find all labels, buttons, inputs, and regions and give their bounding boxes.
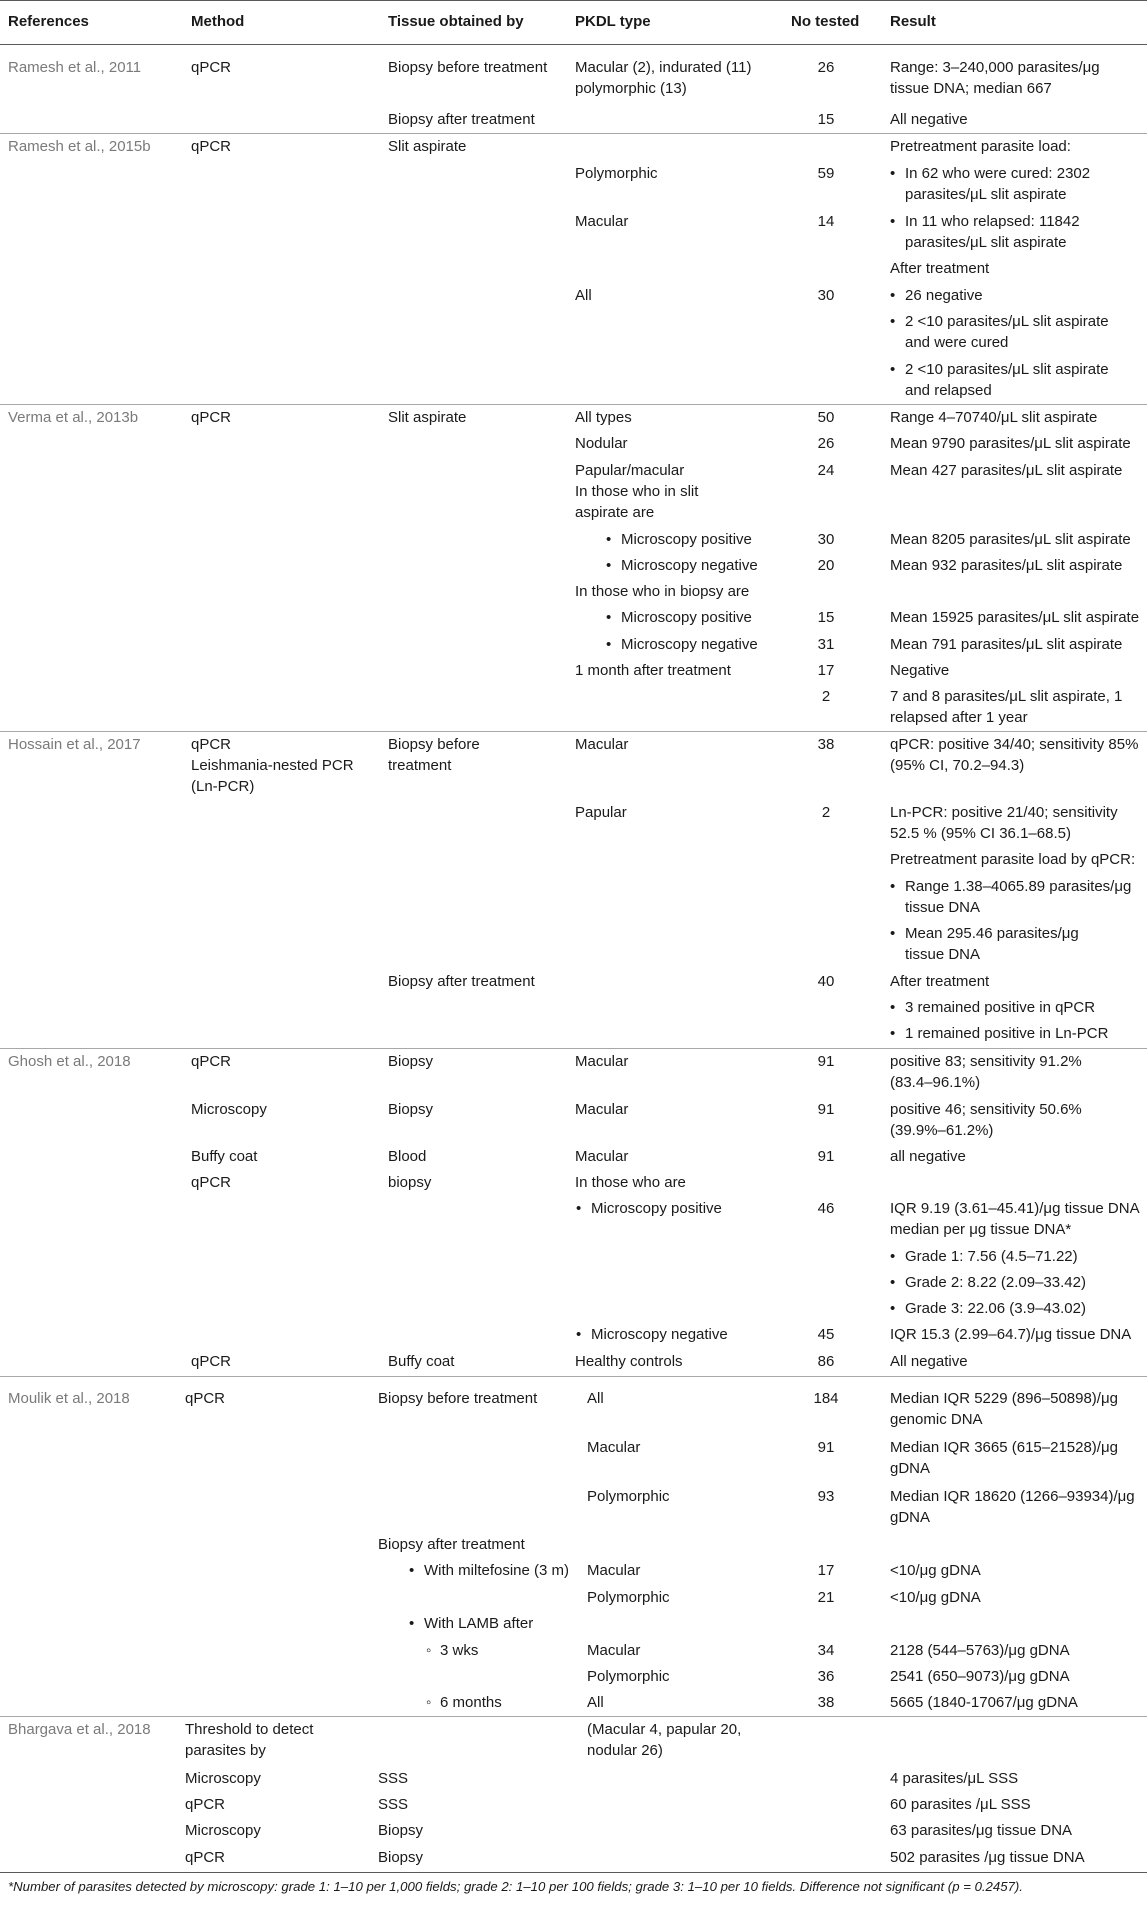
result-cell: • Range 1.38–4065.89 parasites/μg (905, 876, 1131, 898)
tissue-cell: Biopsy before treatment (378, 1390, 538, 1407)
result-cell: median per μg tissue DNA* (890, 1221, 1072, 1238)
result-cell: • Grade 2: 8.22 (2.09–33.42) (905, 1272, 1086, 1294)
result-cell: Mean 791 parasites/μL slit aspirate (890, 636, 1123, 653)
result-cell: • In 11 who relapsed: 11842 (905, 211, 1080, 233)
pkdl-cell: Healthy controls (575, 1353, 683, 1370)
method-cell: parasites by (185, 1742, 266, 1759)
pkdl-cell: Polymorphic (575, 165, 658, 182)
tissue-cell: Biopsy after treatment (388, 111, 535, 128)
bottom-rule (0, 1872, 1147, 1873)
result-cell: Mean 427 parasites/μL slit aspirate (890, 462, 1123, 479)
result-cell: 4 parasites/μL SSS (890, 1770, 1019, 1787)
method-cell: Leishmania-nested PCR (191, 757, 354, 774)
result-cell: gDNA (890, 1509, 931, 1526)
method-cell: Buffy coat (191, 1148, 258, 1165)
reference-cell: Ramesh et al., 2015b (8, 138, 151, 155)
pkdl-cell: polymorphic (13) (575, 80, 687, 97)
method-cell: Threshold to detect (185, 1721, 314, 1738)
result-cell: • 1 remained positive in Ln-PCR (905, 1023, 1108, 1045)
result-cell: IQR 15.3 (2.99–64.7)/μg tissue DNA (890, 1326, 1132, 1343)
reference-cell: Verma et al., 2013b (8, 409, 139, 426)
pkdl-cell: In those who are (575, 1174, 686, 1191)
group-divider (0, 1048, 1147, 1049)
pkdl-cell: • Microscopy negative (621, 634, 758, 656)
pkdl-cell: • Microscopy positive (591, 1198, 722, 1220)
result-cell: positive 83; sensitivity 91.2% (890, 1053, 1082, 1070)
method-cell: Microscopy (185, 1770, 261, 1787)
pkdl-cell: Macular (587, 1439, 641, 1456)
tissue-cell: Biopsy (388, 1101, 434, 1118)
result-cell: genomic DNA (890, 1411, 983, 1428)
method-cell: qPCR (185, 1796, 226, 1813)
result-cell: tissue DNA (905, 946, 981, 963)
count-cell: 50 (817, 409, 835, 426)
tissue-cell: Biopsy after treatment (378, 1536, 525, 1553)
result-cell: • Mean 295.46 parasites/μg (905, 923, 1079, 945)
tissue-cell: SSS (378, 1796, 409, 1813)
count-cell: 38 (817, 1694, 835, 1711)
count-cell: 30 (817, 287, 835, 304)
pkdl-cell: Papular/macular (575, 462, 685, 479)
header-tissue: Tissue obtained by (388, 13, 524, 30)
count-cell: 91 (817, 1053, 835, 1070)
pkdl-cell: aspirate are (575, 504, 655, 521)
count-cell: 40 (817, 973, 835, 990)
result-cell: 2541 (650–9073)/μg gDNA (890, 1668, 1070, 1685)
header-result: Result (890, 13, 936, 30)
pkdl-cell: In those who in slit (575, 483, 699, 500)
reference-cell: Bhargava et al., 2018 (8, 1721, 151, 1738)
count-cell: 91 (817, 1148, 835, 1165)
pkdl-cell: Macular (575, 213, 629, 230)
result-cell: 63 parasites/μg tissue DNA (890, 1822, 1073, 1839)
pkdl-cell: All (587, 1390, 604, 1407)
pkdl-cell: Polymorphic (587, 1668, 670, 1685)
method-cell: qPCR (191, 138, 232, 155)
count-cell: 36 (817, 1668, 835, 1685)
result-cell: Range 4–70740/μL slit aspirate (890, 409, 1098, 426)
result-cell: Pretreatment parasite load: (890, 138, 1071, 155)
header-no-tested: No tested (791, 13, 860, 30)
tissue-cell: Biopsy (388, 1053, 434, 1070)
result-cell: • Grade 1: 7.56 (4.5–71.22) (905, 1246, 1078, 1268)
result-cell: parasites/μL slit aspirate (905, 234, 1067, 251)
method-cell: qPCR (191, 1053, 232, 1070)
count-cell: 20 (817, 557, 835, 574)
reference-cell: Hossain et al., 2017 (8, 736, 141, 753)
method-cell: qPCR (185, 1849, 226, 1866)
result-cell: Mean 15925 parasites/μL slit aspirate (890, 609, 1140, 626)
tissue-cell: Biopsy before treatment (388, 59, 548, 76)
result-cell: all negative (890, 1148, 966, 1165)
result-cell: All negative (890, 111, 968, 128)
result-cell: gDNA (890, 1460, 931, 1477)
pkdl-cell: Polymorphic (587, 1488, 670, 1505)
pkdl-cell: All types (575, 409, 632, 426)
pkdl-cell: In those who in biopsy are (575, 583, 750, 600)
pkdl-cell: • Microscopy positive (621, 529, 752, 551)
result-cell: Mean 8205 parasites/μL slit aspirate (890, 531, 1131, 548)
tissue-cell: Blood (388, 1148, 427, 1165)
pkdl-cell: Macular (587, 1562, 641, 1579)
result-cell: 502 parasites /μg tissue DNA (890, 1849, 1085, 1866)
result-cell: All negative (890, 1353, 968, 1370)
result-cell: (39.9%–61.2%) (890, 1122, 994, 1139)
result-cell: tissue DNA; median 667 (890, 80, 1052, 97)
pkdl-cell: Macular (575, 736, 629, 753)
result-cell: IQR 9.19 (3.61–45.41)/μg tissue DNA (890, 1200, 1140, 1217)
reference-cell: Moulik et al., 2018 (8, 1390, 130, 1407)
tissue-cell: Biopsy (378, 1849, 424, 1866)
count-cell: 46 (817, 1200, 835, 1217)
method-cell: qPCR (191, 59, 232, 76)
pkdl-cell: Macular (587, 1642, 641, 1659)
count-cell: 91 (817, 1101, 835, 1118)
count-cell: 93 (817, 1488, 835, 1505)
result-cell: Mean 9790 parasites/μL slit aspirate (890, 435, 1131, 452)
result-cell: parasites/μL slit aspirate (905, 186, 1067, 203)
header-rule (0, 44, 1147, 45)
method-cell: qPCR (185, 1390, 226, 1407)
method-cell: Microscopy (185, 1822, 261, 1839)
result-cell: • 2 <10 parasites/μL slit aspirate (905, 311, 1109, 333)
header-method: Method (191, 13, 245, 30)
result-cell: Negative (890, 662, 950, 679)
result-cell: and relapsed (905, 382, 992, 399)
result-cell: <10/μg gDNA (890, 1562, 981, 1579)
tissue-cell: Biopsy after treatment (388, 973, 535, 990)
result-cell: <10/μg gDNA (890, 1589, 981, 1606)
count-cell: 2 (821, 804, 831, 821)
count-cell: 91 (817, 1439, 835, 1456)
method-cell: qPCR (191, 1353, 232, 1370)
count-cell: 30 (817, 531, 835, 548)
pkdl-cell: 1 month after treatment (575, 662, 731, 679)
pkdl-cell: Polymorphic (587, 1589, 670, 1606)
result-cell: relapsed after 1 year (890, 709, 1028, 726)
pkdl-cell: Papular (575, 804, 627, 821)
tissue-cell: • With LAMB after (424, 1613, 533, 1635)
count-cell: 38 (817, 736, 835, 753)
pkdl-cell: Macular (575, 1053, 629, 1070)
count-cell: 15 (817, 111, 835, 128)
count-cell: 26 (817, 435, 835, 452)
count-cell: 15 (817, 609, 835, 626)
result-cell: 60 parasites /μL SSS (890, 1796, 1031, 1813)
pkdl-cell: (Macular 4, papular 20, (587, 1721, 742, 1738)
tissue-cell: • With miltefosine (3 m) (424, 1560, 569, 1582)
pkdl-cell: Macular (575, 1101, 629, 1118)
count-cell: 59 (817, 165, 835, 182)
tissue-cell: Biopsy before (388, 736, 480, 753)
method-cell: qPCR (191, 409, 232, 426)
count-cell: 2 (821, 688, 831, 705)
method-cell: Microscopy (191, 1101, 267, 1118)
result-cell: (83.4–96.1%) (890, 1074, 981, 1091)
tissue-cell: SSS (378, 1770, 409, 1787)
pkdl-cell: Macular (2), indurated (11) (575, 59, 752, 76)
result-cell: Pretreatment parasite load by qPCR: (890, 851, 1136, 868)
count-cell: 26 (817, 59, 835, 76)
result-cell: • 2 <10 parasites/μL slit aspirate (905, 359, 1109, 381)
result-cell: Ln-PCR: positive 21/40; sensitivity (890, 804, 1118, 821)
count-cell: 17 (817, 1562, 835, 1579)
result-cell: After treatment (890, 260, 990, 277)
pkdl-cell: Macular (575, 1148, 629, 1165)
count-cell: 184 (813, 1390, 839, 1407)
pkdl-cell: All (587, 1694, 604, 1711)
group-divider (0, 731, 1147, 732)
result-cell: 5665 (1840-17067/μg gDNA (890, 1694, 1078, 1711)
tissue-cell: treatment (388, 757, 452, 774)
result-cell: positive 46; sensitivity 50.6% (890, 1101, 1082, 1118)
tissue-cell: ◦ 6 months (440, 1692, 502, 1714)
result-cell: • 3 remained positive in qPCR (905, 997, 1095, 1019)
count-cell: 86 (817, 1353, 835, 1370)
tissue-cell: ◦ 3 wks (440, 1640, 478, 1662)
result-cell: Range: 3–240,000 parasites/μg (890, 59, 1100, 76)
tissue-cell: Slit aspirate (388, 138, 467, 155)
result-cell: 7 and 8 parasites/μL slit aspirate, 1 (890, 688, 1123, 705)
result-cell: 2128 (544–5763)/μg gDNA (890, 1642, 1070, 1659)
pkdl-cell: • Microscopy positive (621, 607, 752, 629)
tissue-cell: Slit aspirate (388, 409, 467, 426)
tissue-cell: biopsy (388, 1174, 432, 1191)
header-references: References (8, 13, 89, 30)
pkdl-cell: • Microscopy negative (621, 555, 758, 577)
result-cell: • In 62 who were cured: 2302 (905, 163, 1090, 185)
result-cell: (95% CI, 70.2–94.3) (890, 757, 1025, 774)
count-cell: 34 (817, 1642, 835, 1659)
method-cell: qPCR (191, 736, 232, 753)
pkdl-cell: nodular 26) (587, 1742, 663, 1759)
result-cell: • 26 negative (905, 285, 983, 307)
result-cell: and were cured (905, 334, 1009, 351)
result-cell: Mean 932 parasites/μL slit aspirate (890, 557, 1123, 574)
group-divider (0, 1376, 1147, 1377)
result-cell: qPCR: positive 34/40; sensitivity 85% (890, 736, 1139, 753)
table-header (0, 0, 1147, 44)
reference-cell: Ghosh et al., 2018 (8, 1053, 131, 1070)
group-divider (0, 1716, 1147, 1717)
result-cell: After treatment (890, 973, 990, 990)
count-cell: 17 (817, 662, 835, 679)
group-divider (0, 404, 1147, 405)
result-cell: Median IQR 5229 (896–50898)/μg (890, 1390, 1118, 1407)
header-pkdl-type: PKDL type (575, 13, 651, 30)
method-cell: (Ln-PCR) (191, 778, 255, 795)
result-cell: 52.5 % (95% CI 36.1–68.5) (890, 825, 1071, 842)
tissue-cell: Biopsy (378, 1822, 424, 1839)
reference-cell: Ramesh et al., 2011 (8, 59, 142, 76)
count-cell: 45 (817, 1326, 835, 1343)
result-cell: • Grade 3: 22.06 (3.9–43.02) (905, 1298, 1086, 1320)
pkdl-cell: Nodular (575, 435, 628, 452)
result-cell: tissue DNA (905, 899, 981, 916)
group-divider (0, 133, 1147, 134)
pkdl-cell: • Microscopy negative (591, 1324, 728, 1346)
count-cell: 14 (817, 213, 835, 230)
count-cell: 21 (817, 1589, 835, 1606)
count-cell: 24 (817, 462, 835, 479)
result-cell: Median IQR 3665 (615–21528)/μg (890, 1439, 1118, 1456)
tissue-cell: Buffy coat (388, 1353, 455, 1370)
method-cell: qPCR (191, 1174, 232, 1191)
pkdl-cell: All (575, 287, 592, 304)
count-cell: 31 (817, 636, 835, 653)
table-footnote: *Number of parasites detected by microscopy: grade 1: 1–10 per 1,000 fields; grade 2: 1–10 per 100 fields; grade 3: 1–10 per 10 fields. Difference not significant (p = 0.2457). (8, 1879, 1023, 1894)
result-cell: Median IQR 18620 (1266–93934)/μg (890, 1488, 1135, 1505)
